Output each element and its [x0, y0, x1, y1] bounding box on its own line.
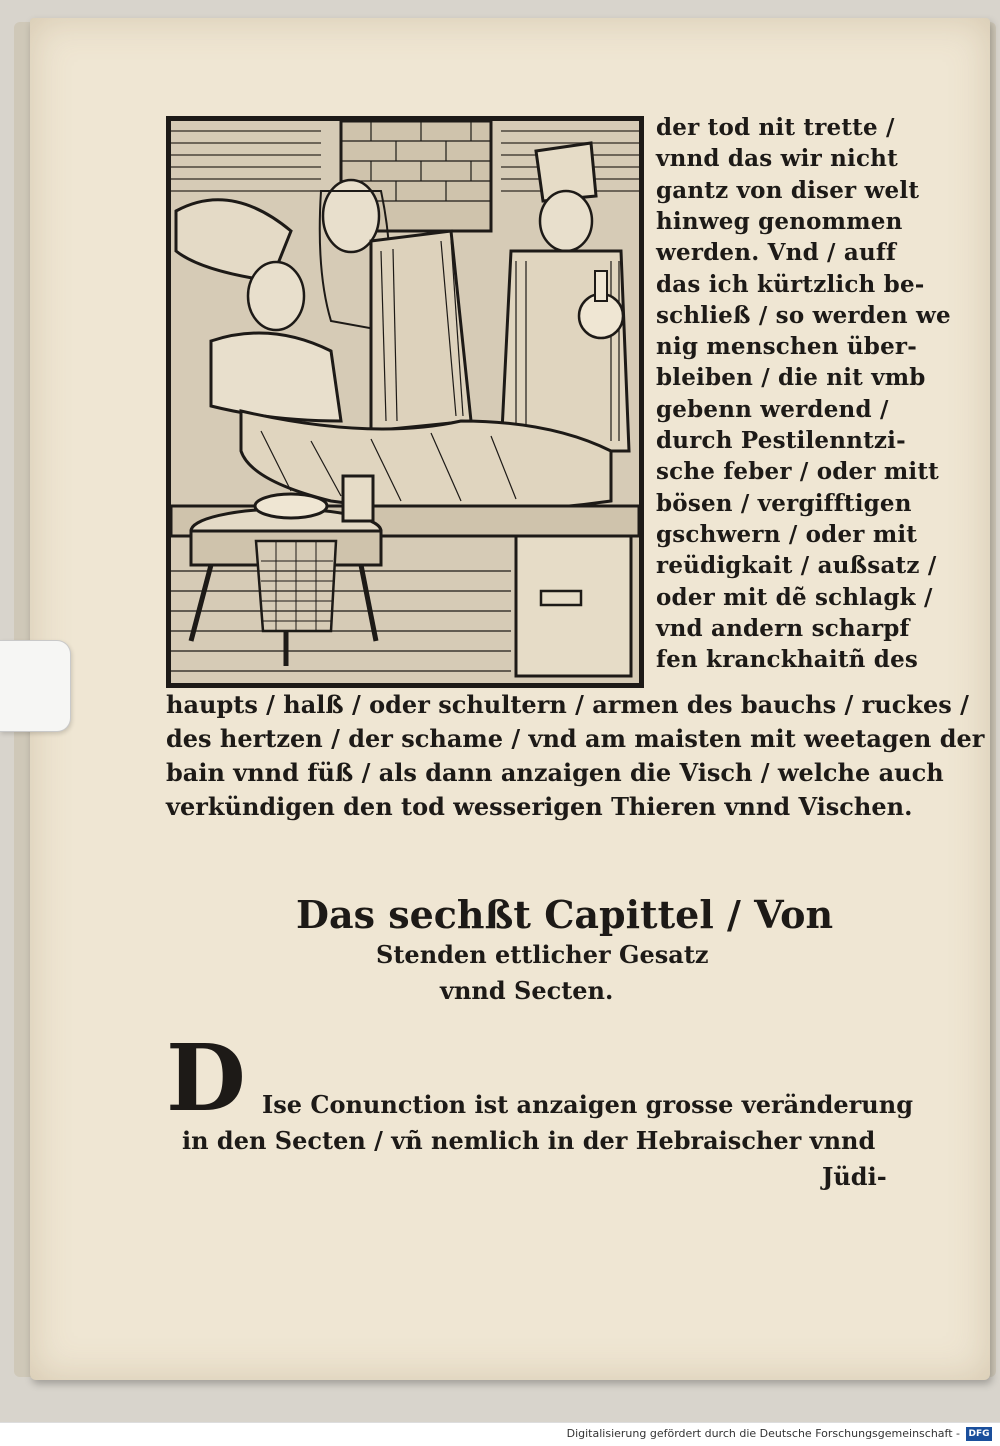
page-tab-marker	[0, 640, 71, 732]
column-line: bösen / vergifftigen	[656, 489, 912, 517]
column-line: gschwern / oder mit	[656, 520, 918, 548]
chapter-heading-line-2: Stenden ettlicher Gesatz	[376, 940, 709, 969]
column-line: sche feber / oder mitt	[656, 458, 939, 486]
column-line: das ich kürtzlich be-	[656, 270, 925, 298]
column-line: der tod nit trette /	[656, 114, 895, 141]
decorated-initial: D	[166, 1024, 246, 1132]
column-line: gantz von diser welt	[656, 176, 920, 204]
dfg-logo: DFG	[966, 1427, 992, 1441]
column-line: vnnd das wir nicht	[656, 145, 898, 173]
column-line: bleiben / die nit vmb	[656, 364, 926, 392]
paragraph-line-2: in den Secten / vñ nemlich in der Hebraischer vnnd	[182, 1126, 876, 1155]
chapter-heading-line-3: vnnd Secten.	[440, 976, 614, 1005]
fullwidth-line: des hertzen / der schame / vnd am maisten mit weetagen der	[166, 724, 985, 753]
paragraph-line-3: Jüdi-	[822, 1162, 887, 1191]
column-line: gebenn werdend /	[656, 395, 889, 423]
chapter-heading-line-1: Das sechßt Capittel / Von	[296, 892, 834, 937]
column-line: vnd andern scharpf	[656, 614, 910, 642]
sickbed-scene-illustration	[171, 121, 639, 683]
footer-bar	[0, 1422, 1000, 1446]
column-line: oder mit dẽ schlagk /	[656, 583, 933, 611]
fullwidth-line: haupts / halß / oder schultern / armen des bauchs / ruckes /	[166, 690, 969, 719]
column-line: fen kranckhaitñ des	[656, 646, 919, 674]
paragraph-line-1: Ise Conunction ist anzaigen grosse veränderung	[262, 1090, 913, 1119]
column-line: schließ / so werden we	[656, 301, 951, 329]
column-line: reüdigkait / außsatz /	[656, 552, 937, 580]
fullwidth-line: bain vnnd füß / als dann anzaigen die Visch / welche auch	[166, 758, 944, 787]
footer-credit: Digitalisierung gefördert durch die Deutsche Forschungsgemeinschaft -	[566, 1427, 960, 1440]
column-line: durch Pestilenntzi-	[656, 427, 906, 454]
column-line: werden. Vnd / auff	[656, 239, 897, 267]
woodcut-illustration	[166, 116, 644, 688]
column-line: nig menschen über-	[656, 333, 917, 361]
fullwidth-line: verkündigen den tod wesserigen Thieren vnnd Vischen.	[166, 792, 913, 821]
column-line: hinweg genommen	[656, 207, 903, 235]
